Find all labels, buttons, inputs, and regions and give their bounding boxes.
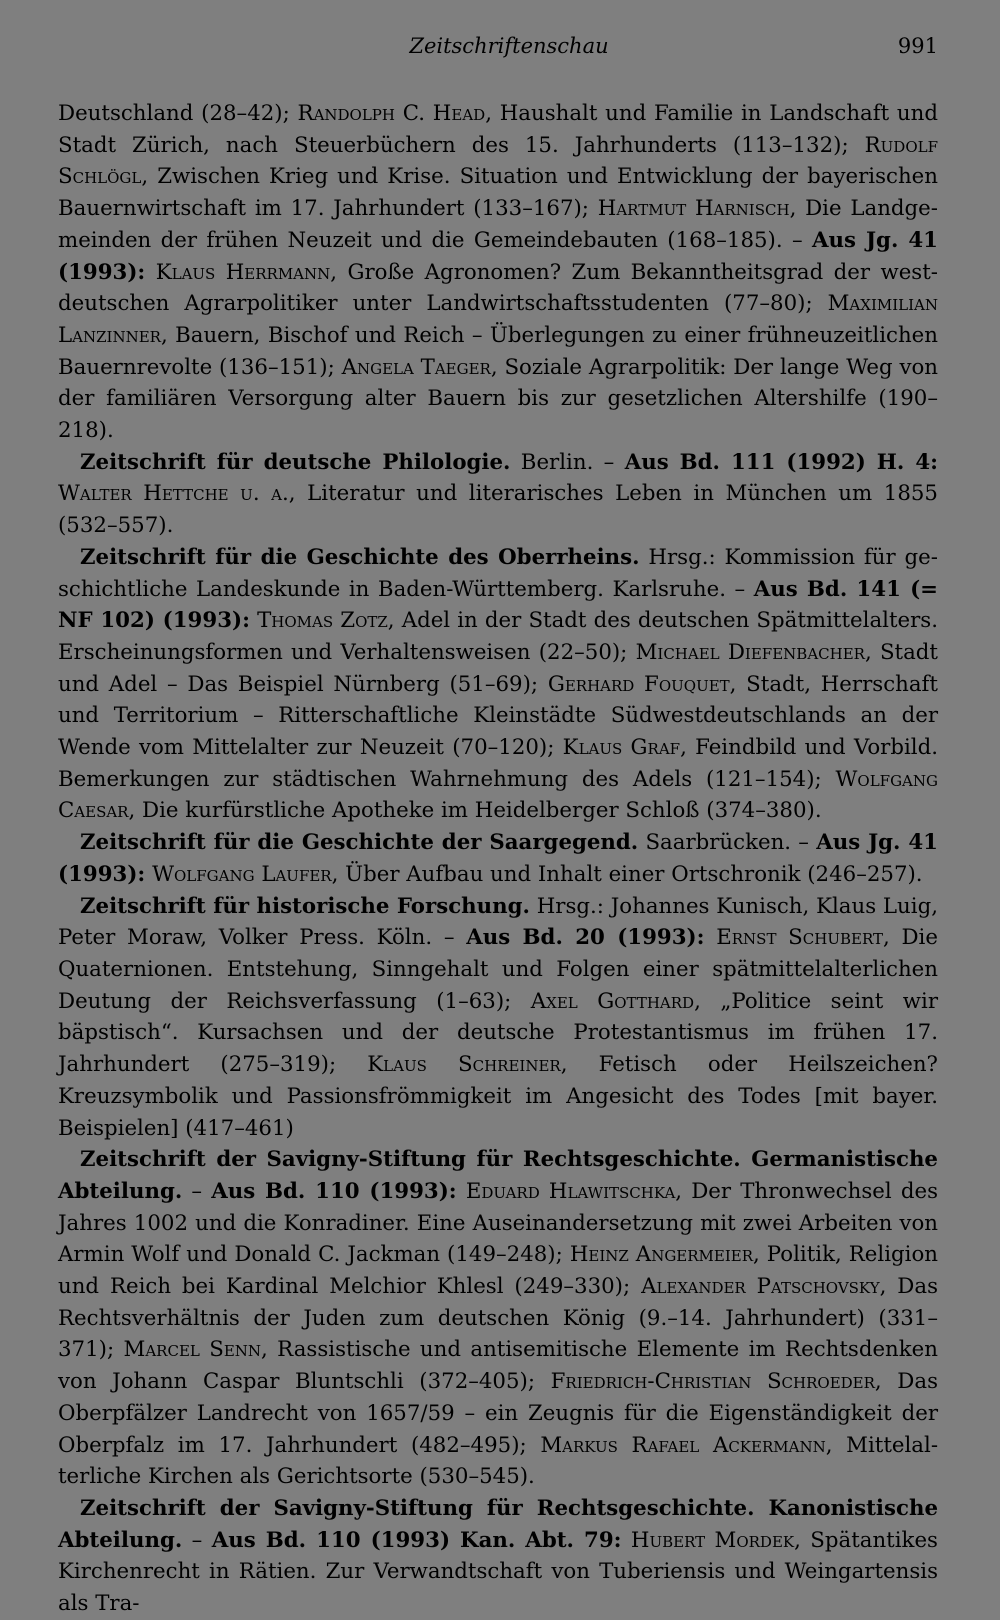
text-run: , Fetisch oder Heilszeichen? Kreuzsymbolik und Passionsfrömmigkeit im Angesicht des Todes [mit bayer. Beispielen] (417–461) <box>58 1052 938 1141</box>
author-name: Wolfgang Laufer <box>152 861 332 887</box>
document-body <box>58 98 938 1620</box>
bold-run: Zeitschrift für deutsche Philologie. <box>80 449 511 475</box>
bold-run: Zeitschrift für die Geschichte des Oberrheins. <box>80 544 640 570</box>
text-run: , Haushalt und Familie in Landschaft und Stadt Zürich, nach Steuerbüchern des 15. Jahrhunderts (113–132); <box>58 101 938 158</box>
author-name: Ernst Schubert <box>716 925 883 951</box>
bold-run: Aus Bd. 111 (1992) H. 4: <box>624 449 939 475</box>
author-name: Hubert Mordek <box>630 1527 795 1553</box>
text-run: , Große Agronomen? Zum Bekanntheitsgrad der westdeutschen Agrarpolitiker unter Landwirtschaftsstudenten (77–80); <box>58 259 938 317</box>
text-run: , Bauern, Bischof und Reich – Überlegungen zu einer frühneuzeitlichen Bauernrevolte (136–151); <box>58 322 938 380</box>
author-name: Klaus Graf <box>562 735 681 761</box>
text-run: , Feindbild und Vorbild. Bemerkungen zur städtischen Wahrnehmung des Adels (121–154); <box>58 735 938 792</box>
text-run: – <box>182 1178 212 1204</box>
text-run: , Über Aufbau und Inhalt einer Ortschronik (246–257). <box>331 861 923 887</box>
text-run: Hrsg.: Kommission für geschichtliche Landeskunde in Baden-Württemberg. Karlsruhe. – <box>58 544 938 602</box>
text-run: , Stadt und Adel – Das Beispiel Nürnberg (51–69); <box>58 639 938 697</box>
author-name: Gerhard Fouquet <box>547 671 730 697</box>
author-name: Wolfgang Caesar <box>58 766 938 824</box>
text-run: , Mittelalterliche Kirchen als Gerichtsorte (530–545). <box>58 1432 939 1490</box>
author-name: Walter Hettche u. a. <box>58 481 289 507</box>
text-run: , „Politice seint wir bäpstisch“. Kursachsen und der deutsche Protestantismus im frühen 17. Jahrhundert (275–319); <box>58 988 938 1078</box>
author-name: Klaus Herrmann <box>155 259 331 285</box>
text-run: , Literatur und literarisches Leben in München um 1855 (532–557). <box>58 481 938 539</box>
text-run: , Das Oberpfälzer Landrecht von 1657/59 – ein Zeugnis für die Eigenständigkeit der Oberpfalz im 17. Jahrhundert (482–495); <box>58 1369 938 1458</box>
bold-run: Aus Bd. 20 (1993): <box>466 925 705 951</box>
author-name: Maximilian Lanzinner <box>58 291 938 348</box>
paragraph <box>58 891 938 1145</box>
running-header <box>80 34 938 64</box>
bold-run: Aus Bd. 110 (1993) Kan. Abt. 79: <box>211 1527 622 1553</box>
bold-run: Zeitschrift für historische Forschung. <box>80 893 530 919</box>
paragraph <box>58 447 938 542</box>
text-run: , Stadt, Herrschaft und Territorium – Ritterschaftliche Kleinstädte Südwestdeutschlands an der Wende vom Mittelalter zur Neuzeit (70–120); <box>58 671 938 761</box>
author-name: Axel Gotthard <box>530 988 695 1014</box>
bold-run: Aus Bd. 110 (1993): <box>211 1178 457 1204</box>
text-run: , Soziale Agrarpolitik: Der lange Weg von der familiären Versorgung alter Bauern bis zur gesetzlichen Altershilfe (190–218). <box>58 354 939 444</box>
bold-run: Zeitschrift der Savigny-Stiftung für Rechtsgeschichte. Germanistische Abteilung. <box>58 1147 938 1204</box>
text-run: , Der Thronwechsel des Jahres 1002 und die Konradiner. Eine Auseinandersetzung mit zwei Arbeiten von Armin Wolf und Donald C. Jackman (149–248); <box>58 1178 938 1268</box>
bold-run: Zeitschrift der Savigny-Stiftung für Rechtsgeschichte. Kanonistische Abteilung. <box>58 1495 938 1553</box>
author-name: Hartmut Harnisch <box>597 196 790 222</box>
paragraph <box>58 98 938 447</box>
author-name: Alexander Patschovsky <box>641 1274 880 1300</box>
author-name: Markus Rafael Ackermann <box>540 1432 826 1458</box>
author-name: Klaus Schreiner <box>367 1052 561 1078</box>
text-run <box>622 1528 631 1553</box>
text-run <box>705 925 717 950</box>
bold-run: Aus Jg. 41 (1993): <box>58 227 938 285</box>
author-name: Rudolf Schlögl <box>58 132 938 190</box>
text-run <box>145 260 155 285</box>
author-name: Angela Taeger <box>341 354 491 380</box>
text-run: , Die kurfürstliche Apotheke im Heidelberger Schloß (374–380). <box>128 798 822 824</box>
text-run <box>457 1179 466 1204</box>
text-run: – <box>182 1527 212 1553</box>
text-run: , Rassistische und antisemitische Elemente im Rechtsdenken von Johann Caspar Bluntschli (372–405); <box>58 1337 938 1395</box>
author-name: Eduard Hlawitschka <box>465 1178 676 1204</box>
running-title: Zeitschriftenschau <box>409 34 609 58</box>
author-name: Randolph C. Head <box>297 101 486 126</box>
paragraph <box>58 1144 938 1493</box>
paragraph <box>58 542 938 827</box>
text-run: , Politik, Religion und Reich bei Kardinal Melchior Khlesl (249–330); <box>58 1242 939 1300</box>
author-name: Thomas Zotz <box>257 608 388 634</box>
paragraph <box>58 827 938 890</box>
text-run: , Die Quaternionen. Entstehung, Sinngehalt und Folgen einer spätmittelalterlichen Deutung der Reichsverfassung (1–63); <box>58 925 938 1014</box>
author-name: Marcel Senn <box>123 1337 262 1363</box>
bold-run: Aus Bd. 141 (= NF 102) (1993): <box>58 576 938 634</box>
text-run: Berlin. – <box>510 449 625 475</box>
bold-run: Aus Jg. 41 (1993): <box>58 830 938 887</box>
text-run: , Spätantikes Kirchenrecht in Rätien. Zur Verwandtschaft von Tuberiensis und Weingartensis als Tra- <box>58 1527 938 1617</box>
author-name: Heinz Angermeier <box>569 1242 754 1268</box>
text-run: , Die Landgemeinden der frühen Neuzeit und die Gemeindebauten (168–185). – <box>58 196 938 253</box>
text-run: , Adel in der Stadt des deutschen Spätmittelalters. Erscheinungsformen und Verhaltensweisen (22–50); <box>58 608 938 665</box>
text-run: Hrsg.: Johannes Kunisch, Klaus Luig, Peter Moraw, Volker Press. Köln. – <box>58 893 938 951</box>
text-run: , Das Rechtsverhältnis der Juden zum deutschen König (9.–14. Jahrhundert) (331–371); <box>58 1274 938 1363</box>
paragraph <box>58 1493 938 1620</box>
page-number: 991 <box>897 34 938 58</box>
text-run: Saarbrücken. – <box>638 830 817 856</box>
text-run: , Zwischen Krieg und Krise. Situation und Entwicklung der bayerischen Bauernwirtschaft im 17. Jahrhundert (133–167); <box>58 164 938 222</box>
bold-run: Zeitschrift für die Geschichte der Saargegend. <box>80 830 639 856</box>
text-run: Deutschland (28–42); <box>58 101 298 126</box>
author-name: Michael Diefenbacher <box>635 639 865 665</box>
author-name: Friedrich-Christian Schroeder <box>550 1369 875 1395</box>
